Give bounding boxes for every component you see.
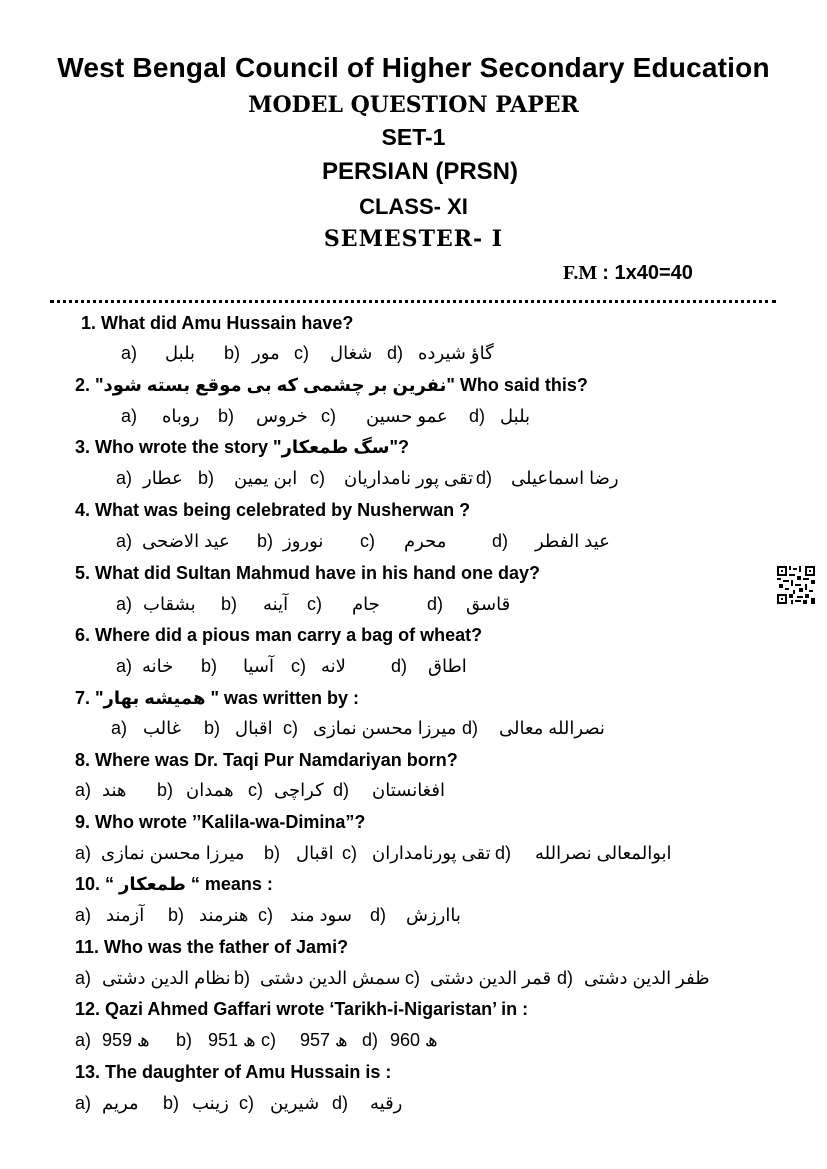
- option-text: ابوالمعالی نصرالله: [535, 843, 672, 863]
- option-text: عید الفطر: [535, 531, 610, 551]
- option-text: نظام الدین دشتی: [102, 968, 231, 988]
- option-label: a): [121, 343, 138, 363]
- option-text: ابن یمین: [234, 468, 298, 488]
- question-9: 9. Who wrote ’’Kalila-wa-Dimina”?: [75, 812, 366, 832]
- option-label: d): [362, 1030, 379, 1050]
- option-text: رقیه: [370, 1093, 403, 1113]
- option-text: جام: [352, 594, 380, 614]
- option-label: a): [121, 406, 138, 426]
- subject-title: PERSIAN (PRSN): [321, 158, 519, 185]
- option-label: d): [495, 843, 512, 863]
- question-6: 6. Where did a pious man carry a bag of wheat?: [75, 625, 483, 645]
- option-text: 960 ھ: [390, 1030, 438, 1050]
- option-label: b): [221, 594, 238, 614]
- question-10: 10. “ طمعکار “ means :: [75, 874, 273, 894]
- option-label: a): [111, 718, 128, 738]
- full-marks-value: : 1x40=40: [602, 262, 693, 284]
- option-text: بشقاب: [143, 594, 196, 614]
- option-text: میرزا محسن نمازی: [313, 718, 457, 738]
- option-text: تقی پور نامداریان: [344, 468, 474, 488]
- question-3: 3. Who wrote the story "سگ طمعکار"?: [75, 437, 409, 457]
- option-label: a): [75, 843, 92, 863]
- option-label: c): [248, 780, 263, 800]
- option-label: c): [307, 594, 322, 614]
- option-label: c): [321, 406, 336, 426]
- option-label: d): [462, 718, 479, 738]
- option-label: b): [257, 531, 274, 551]
- option-label: a): [75, 1093, 92, 1113]
- option-text: میرزا محسن نمازی: [101, 843, 245, 863]
- option-text: اطاق: [428, 656, 467, 676]
- question-8: 8. Where was Dr. Taqi Pur Namdariyan born?: [75, 750, 458, 770]
- option-text: 957 ھ: [300, 1030, 348, 1050]
- option-label: b): [176, 1030, 193, 1050]
- option-label: b): [234, 968, 251, 988]
- option-text: همدان: [186, 780, 234, 800]
- option-text: قاسق: [466, 594, 511, 614]
- option-label: c): [405, 968, 420, 988]
- option-text: کراچی: [274, 780, 324, 800]
- option-label: d): [427, 594, 444, 614]
- question-11: 11. Who was the father of Jami?: [75, 937, 349, 957]
- dotted-divider: [50, 300, 776, 303]
- option-text: خروس: [256, 406, 308, 426]
- option-text: روباه: [162, 406, 200, 426]
- option-label: a): [75, 1030, 92, 1050]
- option-text: نوروز: [283, 531, 324, 551]
- option-label: b): [198, 468, 215, 488]
- question-12: 12. Qazi Ahmed Gaffari wrote ‘Tarikh-i-Nigaristan’ in :: [75, 999, 529, 1019]
- option-label: d): [492, 531, 509, 551]
- option-text: 959 ھ: [102, 1030, 150, 1050]
- option-label: a): [75, 780, 92, 800]
- option-label: d): [333, 780, 350, 800]
- option-label: c): [294, 343, 309, 363]
- option-label: c): [310, 468, 325, 488]
- option-text: هنرمند: [199, 905, 249, 925]
- option-label: a): [116, 531, 133, 551]
- option-label: c): [360, 531, 375, 551]
- option-text: آسیا: [243, 656, 274, 676]
- option-text: عمو حسین: [366, 406, 448, 426]
- option-label: a): [116, 656, 133, 676]
- option-label: d): [370, 905, 387, 925]
- question-1: 1. What did Amu Hussain have?: [81, 313, 354, 333]
- option-text: عطار: [143, 468, 183, 488]
- option-text: زینب: [192, 1093, 229, 1113]
- option-text: هند: [102, 780, 127, 800]
- option-text: گاؤ شیرده: [418, 343, 494, 363]
- option-text: سود مند: [290, 905, 352, 925]
- option-text: بلبل: [500, 406, 531, 426]
- option-label: c): [258, 905, 273, 925]
- paper-type: MODEL QUESTION PAPER: [248, 92, 579, 118]
- option-text: تقی پورنامداران: [372, 843, 491, 863]
- option-label: c): [283, 718, 298, 738]
- question-5: 5. What did Sultan Mahmud have in his hand one day?: [75, 563, 541, 583]
- option-text: نصرالله معالی: [499, 718, 605, 738]
- semester-label: SEMESTER- I: [323, 226, 504, 252]
- option-label: b): [157, 780, 174, 800]
- option-text: اقبال: [235, 718, 273, 738]
- option-text: اقبال: [296, 843, 334, 863]
- option-label: c): [261, 1030, 276, 1050]
- option-label: b): [201, 656, 218, 676]
- council-title: West Bengal Council of Higher Secondary Education: [57, 52, 770, 83]
- option-label: b): [168, 905, 185, 925]
- qr-code-icon: [777, 566, 815, 604]
- option-text: 951 ھ: [208, 1030, 256, 1050]
- option-text: خانه: [142, 656, 174, 676]
- option-label: a): [75, 905, 92, 925]
- option-label: b): [224, 343, 241, 363]
- option-label: a): [116, 468, 133, 488]
- option-text: بلبل: [165, 343, 196, 363]
- option-label: c): [342, 843, 357, 863]
- option-label: b): [204, 718, 221, 738]
- option-text: باارزش: [406, 905, 461, 925]
- option-text: قمر الدین دشتی: [430, 968, 552, 988]
- option-label: d): [387, 343, 404, 363]
- question-13: 13. The daughter of Amu Hussain is :: [75, 1062, 392, 1082]
- option-text: محرم: [404, 531, 447, 551]
- full-marks: [563, 262, 693, 285]
- full-marks-label: F.M: [563, 262, 598, 284]
- option-label: d): [557, 968, 574, 988]
- option-label: b): [163, 1093, 180, 1113]
- option-label: d): [332, 1093, 349, 1113]
- option-label: d): [476, 468, 493, 488]
- option-text: مور: [252, 343, 280, 363]
- option-text: عید الاضحی: [142, 531, 230, 551]
- option-label: b): [218, 406, 235, 426]
- option-label: a): [116, 594, 133, 614]
- option-text: سمش الدین دشتی: [260, 968, 401, 988]
- question-2: 2. "نفرین بر چشمی که بی موقع بسته شود" Who said this?: [75, 375, 588, 395]
- option-text: لانه: [321, 656, 346, 676]
- option-label: d): [469, 406, 486, 426]
- set-label: SET-1: [381, 124, 446, 150]
- option-label: c): [239, 1093, 254, 1113]
- option-label: d): [391, 656, 408, 676]
- option-text: آزمند: [106, 905, 145, 925]
- option-text: شیرین: [270, 1093, 320, 1113]
- option-text: افغانستان: [372, 780, 445, 800]
- class-label: CLASS- XI: [359, 194, 468, 219]
- option-text: رضا اسماعیلی: [511, 468, 619, 488]
- option-text: شغال: [330, 343, 373, 363]
- option-label: a): [75, 968, 92, 988]
- option-text: آینه: [263, 594, 289, 614]
- option-label: c): [291, 656, 306, 676]
- option-text: ظفر الدین دشتی: [584, 968, 710, 988]
- option-text: مریم: [102, 1093, 139, 1113]
- question-7: 7. "همیشه بهار " was written by :: [75, 688, 360, 708]
- option-label: b): [264, 843, 281, 863]
- option-text: غالب: [143, 718, 182, 738]
- question-4: 4. What was being celebrated by Nusherwan ?: [75, 500, 471, 520]
